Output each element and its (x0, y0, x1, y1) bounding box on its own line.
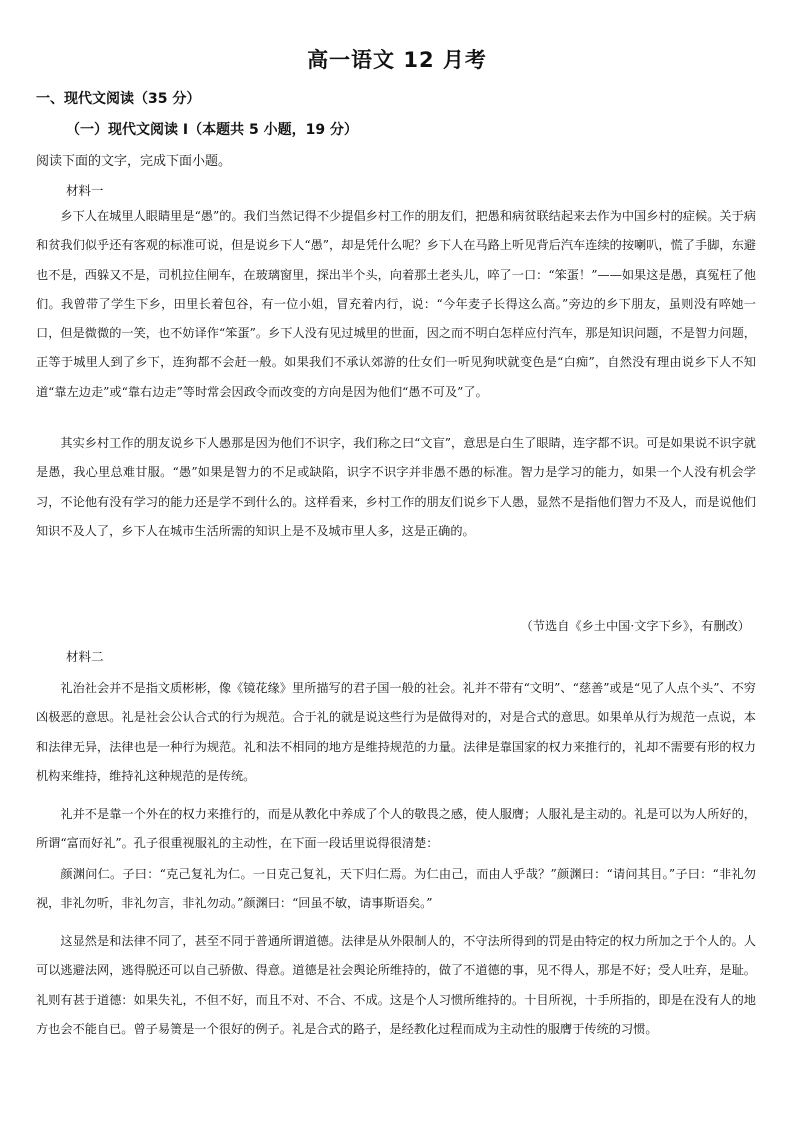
material1-paragraph: 乡下人在城里人眼睛里是“愚”的。我们当然记得不少提倡乡村工作的朋友们，把愚和病贫联结起来去作为中国乡村的症候。关于病和贫我们似乎还有客观的标准可说，但是说乡下人“愚”，却是凭什么呢？乡下人在马路上听见背后汽车连续的按喇叭，慌了手脚，东避也不是，西躲又不是，司机拉住闸车，在玻璃窗里，探出半个头，向着那土老头儿，啐了一口：“笨蛋！”——如果这是愚，真冤枉了他们。我曾带了学生下乡，田里长着包谷，有一位小姐，冒充着内行，说：“今年麦子长得这么高。”旁边的乡下朋友，虽则没有啐她一口，但是微微的一笑，也不妨译作“笨蛋”。乡下人没有见过城里的世面，因之而不明白怎样应付汽车，那是知识问题，不是智力问题，正等于城里人到了乡下，连狗都不会赶一般。如果我们不承认郊游的仕女们一听见狗吠就变色是“白痴”，自然没有理由说乡下人不知道“靠左边走”或“靠右边走”等时常会因政令而改变的方向是因为他们“愚不可及”了。 (36, 209, 756, 399)
page-title: 高一语文 12 月考 (307, 48, 487, 72)
section-heading: 一、现代文阅读（35 分） (36, 91, 201, 107)
material2-paragraph: 礼并不是靠一个外在的权力来推行的，而是从教化中养成了个人的敬畏之感，使人服膺；人服礼是主动的。礼是可以为人所好的，所谓“富而好礼”。孔子很重视服礼的主动性，在下面一段话里说得很清楚： (36, 807, 756, 851)
material1-paragraph: 其实乡村工作的朋友说乡下人愚那是因为他们不识字，我们称之曰“文盲”，意思是白生了眼睛，连字都不识。可是如果说不识字就是愚，我心里总难甘服。“愚”如果是智力的不足或缺陷，识字不识字并非愚不愚的标准。智力是学习的能力，如果一个人没有机会学习，不论他有没有学习的能力还是学不到什么的。这样看来，乡村工作的朋友们说乡下人愚，显然不是指他们智力不及人，而是说他们知识不及人了，乡下人在城市生活所需的知识上是不及城市里人多，这是正确的。 (36, 436, 756, 538)
subsection-heading: （一）现代文阅读 I（本题共 5 小题，19 分） (66, 122, 358, 138)
material2-paragraph: 这显然是和法律不同了，甚至不同于普通所谓道德。法律是从外限制人的，不守法所得到的罚是由特定的权力所加之于个人的。人可以逃避法网，逃得脱还可以自己骄傲、得意。道德是社会舆论所维持的，做了不道德的事，见不得人，那是不好；受人吐弃，是耻。礼则有甚于道德：如果失礼，不但不好，而且不对、不合、不成。这是个人习惯所维持的。十目所视，十手所指的，即是在没有人的地方也会不能自已。曾子易箦是一个很好的例子。礼是合式的路子，是经教化过程而成为主动性的服膺于传统的习惯。 (36, 934, 756, 1036)
instruction-text: 阅读下面的文字，完成下面小题。 (36, 154, 232, 169)
material2-label: 材料二 (66, 649, 104, 664)
material2-paragraph: 礼治社会并不是指文质彬彬，像《镜花缘》里所描写的君子国一般的社会。礼并不带有“文明”、“慈善”或是“见了人点个头”、不穷凶极恶的意思。礼是社会公认合式的行为规范。合于礼的就是说这些行为是做得对的，对是合式的意思。如果单从行为规范一点说，本和法律无异，法律也是一种行为规范。礼和法不相同的地方是维持规范的力量。法律是靠国家的权力来推行的，礼却不需要有形的权力机构来维持，维持礼这种规范的是传统。 (36, 681, 756, 783)
material1-label: 材料一 (66, 183, 104, 198)
material2-paragraph: 颜渊问仁。子曰：“克己复礼为仁。一日克己复礼，天下归仁焉。为仁由己，而由人乎哉？”颜渊曰：“请问其目。”子曰：“非礼勿视，非礼勿听，非礼勿言，非礼勿动。”颜渊曰：“回虽不敏，请事斯语矣。” (36, 867, 756, 911)
material1-source: （节选自《乡土中国·文字下乡》，有删改） (520, 619, 750, 633)
